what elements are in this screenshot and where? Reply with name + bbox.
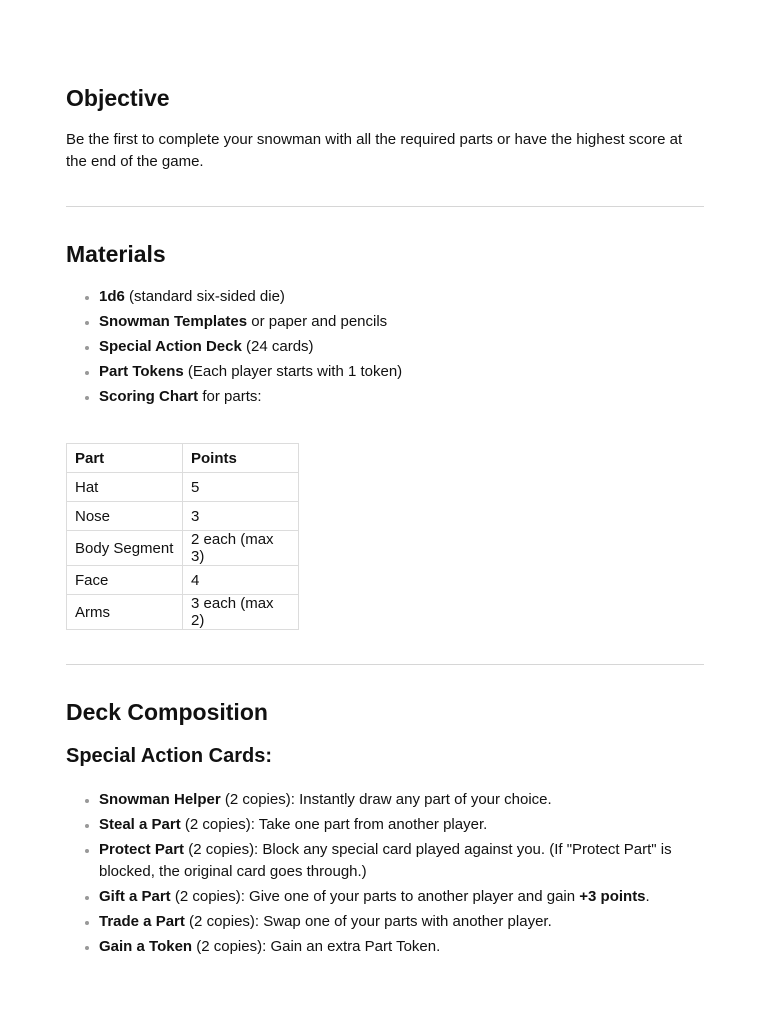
table-row [67, 566, 299, 595]
objective-text: Be the first to complete your snowman with all the required parts or have the highest score at the end of the game. [66, 131, 683, 170]
table-header-row [67, 444, 299, 473]
list-item: • Snowman Templates or paper and pencils [99, 311, 719, 333]
list-item: • Protect Part (2 copies): Block any special card played against you. (If "Protect Part" is blocked, the original card goes through.) [99, 839, 704, 883]
table-cell: 2 each (max 3) [183, 531, 299, 566]
list-item: • Snowman Helper (2 copies): Instantly draw any part of your choice. [99, 789, 704, 811]
list-item: • 1d6 (standard six-sided die) [99, 286, 719, 308]
materials-heading: Materials [66, 241, 166, 267]
special-cards-list [66, 789, 704, 961]
table-row [67, 531, 299, 566]
table-cell: Face [67, 566, 183, 595]
table-cell: 3 each (max 2) [183, 595, 299, 630]
table-cell: Nose [67, 502, 183, 531]
table-row [67, 595, 299, 630]
list-item: • Gift a Part (2 copies): Give one of your parts to another player and gain +3 points. [99, 886, 704, 908]
table-cell: Body Segment [67, 531, 183, 566]
table-row [67, 502, 299, 531]
objective-heading: Objective [66, 85, 170, 111]
table-cell: Hat [67, 473, 183, 502]
table-header-cell: Points [183, 444, 299, 473]
list-item: • Scoring Chart for parts: [99, 386, 719, 408]
deck-heading: Deck Composition [66, 699, 268, 725]
table-cell: 5 [183, 473, 299, 502]
list-item: • Part Tokens (Each player starts with 1 token) [99, 361, 719, 383]
table-header-cell: Part [67, 444, 183, 473]
scoring-table [66, 443, 299, 630]
table-row [67, 473, 299, 502]
list-item: • Trade a Part (2 copies): Swap one of your parts with another player. [99, 911, 704, 933]
list-item: • Steal a Part (2 copies): Take one part from another player. [99, 814, 704, 836]
table-cell: 3 [183, 502, 299, 531]
divider [66, 664, 704, 665]
materials-list [66, 286, 719, 411]
divider [66, 206, 704, 207]
table-cell: Arms [67, 595, 183, 630]
special-action-cards-heading: Special Action Cards: [66, 745, 272, 767]
list-item: • Special Action Deck (24 cards) [99, 336, 719, 358]
list-item: • Gain a Token (2 copies): Gain an extra Part Token. [99, 936, 704, 958]
table-cell: 4 [183, 566, 299, 595]
